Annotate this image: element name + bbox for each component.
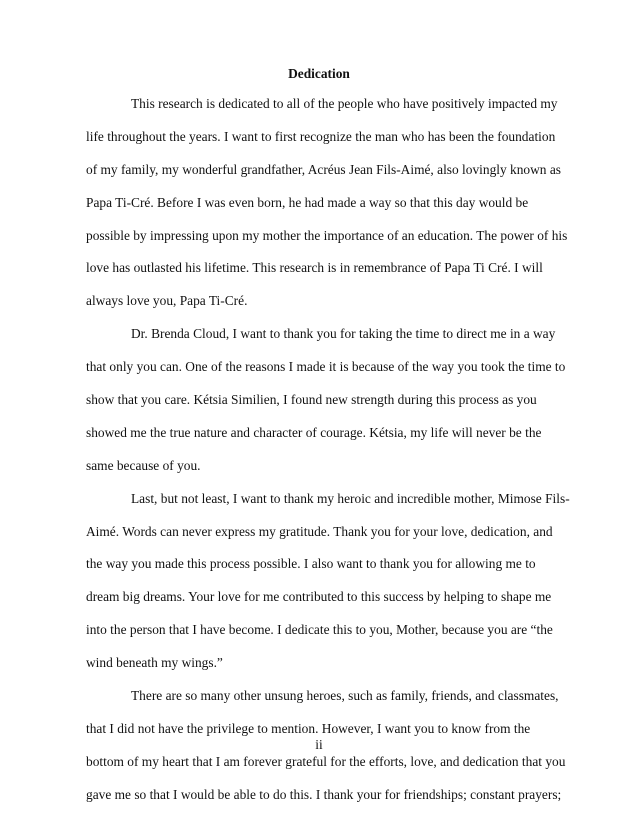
text-line: bottom of my heart that I am forever grateful for the efforts, love, and dedication that you bbox=[86, 753, 566, 769]
text-line: Last, but not least, I want to thank my heroic and incredible mother, Mimose Fils- bbox=[131, 490, 570, 506]
text-line: of my family, my wonderful grandfather, Acréus Jean Fils-Aimé, also lovingly known as bbox=[86, 161, 561, 177]
text-line: possible by impressing upon my mother the importance of an education. The power of his bbox=[86, 227, 568, 243]
page-title: Dedication bbox=[288, 66, 350, 81]
text-line: This research is dedicated to all of the people who have positively impacted my bbox=[131, 96, 558, 111]
text-line: life throughout the years. I want to first recognize the man who has been the foundation bbox=[86, 128, 556, 144]
text-line: wind beneath my wings.” bbox=[86, 655, 223, 671]
dedication-body bbox=[86, 94, 570, 818]
text-line: Aimé. Words can never express my gratitude. Thank you for your love, dedication, and bbox=[86, 523, 553, 539]
text-line: dream big dreams. Your love for me contributed to this success by helping to shape me bbox=[86, 589, 552, 605]
text-line: love has outlasted his lifetime. This research is in remembrance of Papa Ti Cré. I will bbox=[86, 260, 543, 276]
text-line: that I did not have the privilege to mention. However, I want you to know from the bbox=[86, 720, 531, 736]
text-line: the way you made this process possible. I also want to thank you for allowing me to bbox=[86, 556, 536, 572]
text-line: showed me the true nature and character of courage. Kétsia, my life will never be the bbox=[86, 424, 542, 440]
text-line: gave me so that I would be able to do this. I thank your for friendships; constant prayers; bbox=[86, 786, 562, 802]
text-line: Papa Ti-Cré. Before I was even born, he had made a way so that this day would be bbox=[86, 194, 529, 210]
text-line: show that you care. Kétsia Similien, I found new strength during this process as you bbox=[86, 392, 537, 408]
page-number: ii bbox=[315, 737, 323, 752]
text-line: There are so many other unsung heroes, such as family, friends, and classmates, bbox=[131, 688, 559, 704]
text-line: that only you can. One of the reasons I made it is because of the way you took the time to bbox=[86, 359, 566, 375]
text-line: always love you, Papa Ti-Cré. bbox=[86, 293, 248, 309]
text-line: same because of you. bbox=[86, 457, 201, 473]
text-line: into the person that I have become. I dedicate this to you, Mother, because you are “the bbox=[86, 622, 553, 638]
text-line: Dr. Brenda Cloud, I want to thank you for taking the time to direct me in a way bbox=[131, 326, 556, 342]
